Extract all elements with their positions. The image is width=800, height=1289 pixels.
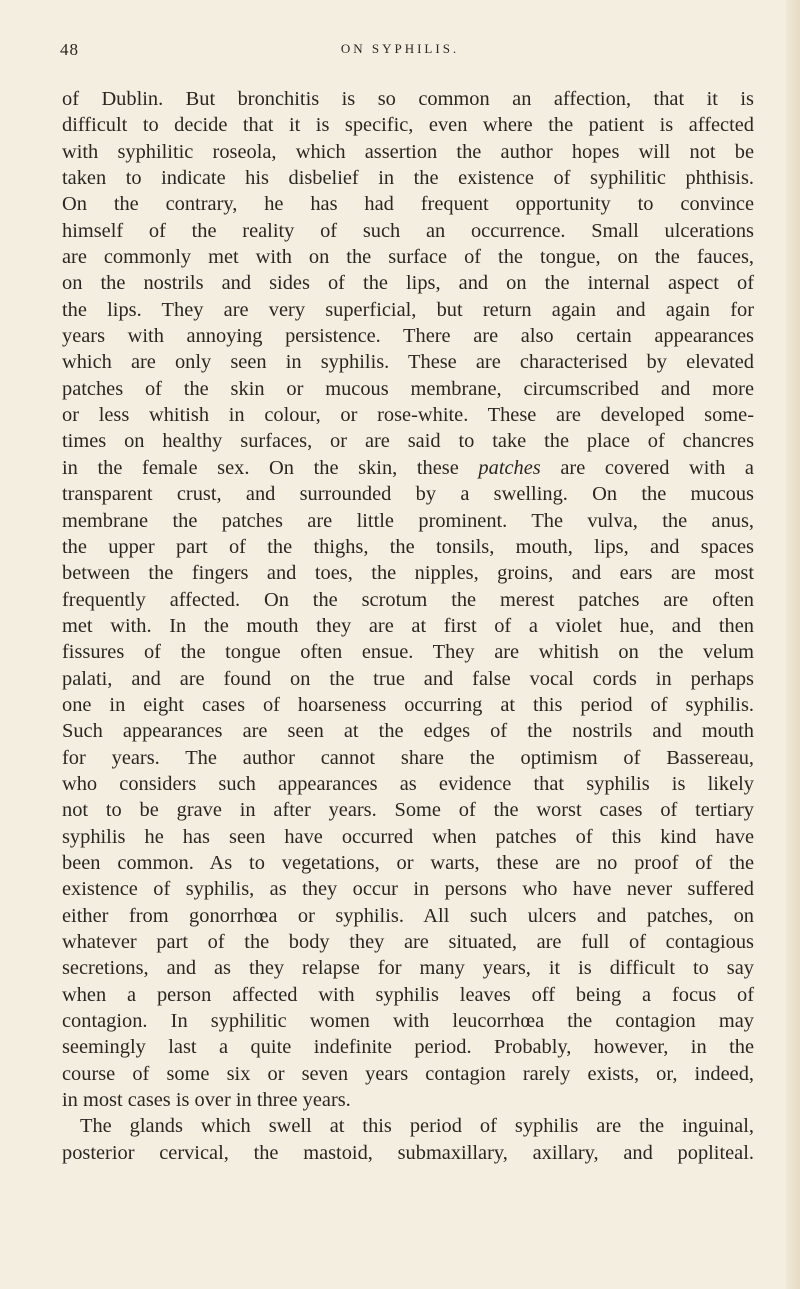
text-line: seemingly last a quite indefinite period. Probably, however, in the — [62, 1036, 754, 1059]
text-line: posterior cervical, the mastoid, submaxillary, axillary, and popliteal. — [62, 1141, 754, 1164]
text-line: On the contrary, he has had frequent opportunity to convince — [62, 193, 754, 216]
paragraph — [62, 1113, 754, 1166]
text-line: the lips. They are very superficial, but return again and again for — [62, 298, 754, 321]
text-line: whatever part of the body they are situated, are full of contagious — [62, 931, 754, 953]
paragraph — [62, 86, 754, 1113]
text-line: The glands which swell at this period of syphilis are the inguinal, — [80, 1115, 754, 1138]
text-line: membrane the patches are little prominent. The vulva, the anus, — [62, 509, 754, 532]
text-line: syphilis he has seen have occurred when patches of this kind have — [62, 825, 754, 848]
text-line: transparent crust, and surrounded by a swelling. On the mucous — [62, 483, 754, 506]
page-number: 48 — [60, 40, 79, 59]
text-line: himself of the reality of such an occurrence. Small ulcerations — [62, 219, 754, 242]
text-line: patches of the skin or mucous membrane, circumscribed and more — [62, 377, 754, 400]
text-line: which are only seen in syphilis. These are characterised by elevated — [62, 351, 754, 374]
text-line: the upper part of the thighs, the tonsils, mouth, lips, and spaces — [62, 535, 754, 558]
text-line: or less whitish in colour, or rose-white. These are developed some- — [62, 404, 754, 427]
text-line: fissures of the tongue often ensue. They are whitish on the velum — [62, 641, 754, 664]
text-line: taken to indicate his disbelief in the existence of syphilitic phthisis. — [62, 167, 754, 190]
text-line: for years. The author cannot share the optimism of Bassereau, — [62, 746, 754, 769]
text-line: of Dublin. But bronchitis is so common an affection, that it is — [62, 88, 754, 110]
text-line: been common. As to vegetations, or warts, these are no proof of the — [62, 851, 754, 874]
running-title: ON SYPHILIS. — [340, 41, 460, 56]
text-line: who considers such appearances as evidence that syphilis is likely — [62, 772, 754, 795]
text-line: with syphilitic roseola, which assertion the author hopes will not be — [62, 140, 754, 163]
text-segment: in the female sex. On the skin, these — [62, 456, 459, 479]
text-line: contagion. In syphilitic women with leucorrhœa the contagion may — [62, 1010, 754, 1033]
text-line: either from gonorrhœa or syphilis. All such ulcers and patches, on — [62, 904, 754, 927]
text-line: when a person affected with syphilis leaves off being a focus of — [62, 983, 754, 1006]
text-line: difficult to decide that it is specific, even where the patient is affected — [62, 114, 754, 137]
text-line: palati, and are found on the true and false vocal cords in perhaps — [62, 667, 754, 690]
text-line: secretions, and as they relapse for many years, it is difficult to say — [62, 957, 754, 980]
text-line: frequently affected. On the scrotum the merest patches are often — [62, 588, 754, 611]
text-line: in most cases is over in three years. — [62, 1089, 351, 1112]
running-head — [60, 40, 740, 64]
text-line: are commonly met with on the surface of the tongue, on the fauces, — [62, 246, 754, 269]
text-line: years with annoying persistence. There are also certain appearances — [62, 325, 754, 348]
text-line: between the fingers and toes, the nipples, groins, and ears are most — [62, 562, 754, 585]
text-line: times on healthy surfaces, or are said to take the place of chancres — [62, 430, 754, 453]
text-line: course of some six or seven years contagion rarely exists, or, indeed, — [62, 1062, 754, 1085]
text-line: Such appearances are seen at the edges of the nostrils and mouth — [62, 720, 754, 743]
text-segment: are covered with a — [560, 456, 754, 479]
italic-word: patches — [478, 456, 541, 479]
text-line: on the nostrils and sides of the lips, and on the internal aspect of — [62, 272, 754, 295]
body-text — [62, 86, 754, 1166]
text-line: one in eight cases of hoarseness occurring at this period of syphilis. — [62, 693, 754, 716]
text-line: existence of syphilis, as they occur in persons who have never suffered — [62, 878, 754, 901]
text-line — [62, 455, 754, 481]
text-line: not to be grave in after years. Some of the worst cases of tertiary — [62, 799, 754, 822]
page-edge — [786, 0, 800, 1289]
text-line: met with. In the mouth they are at first of a violet hue, and then — [62, 614, 754, 637]
